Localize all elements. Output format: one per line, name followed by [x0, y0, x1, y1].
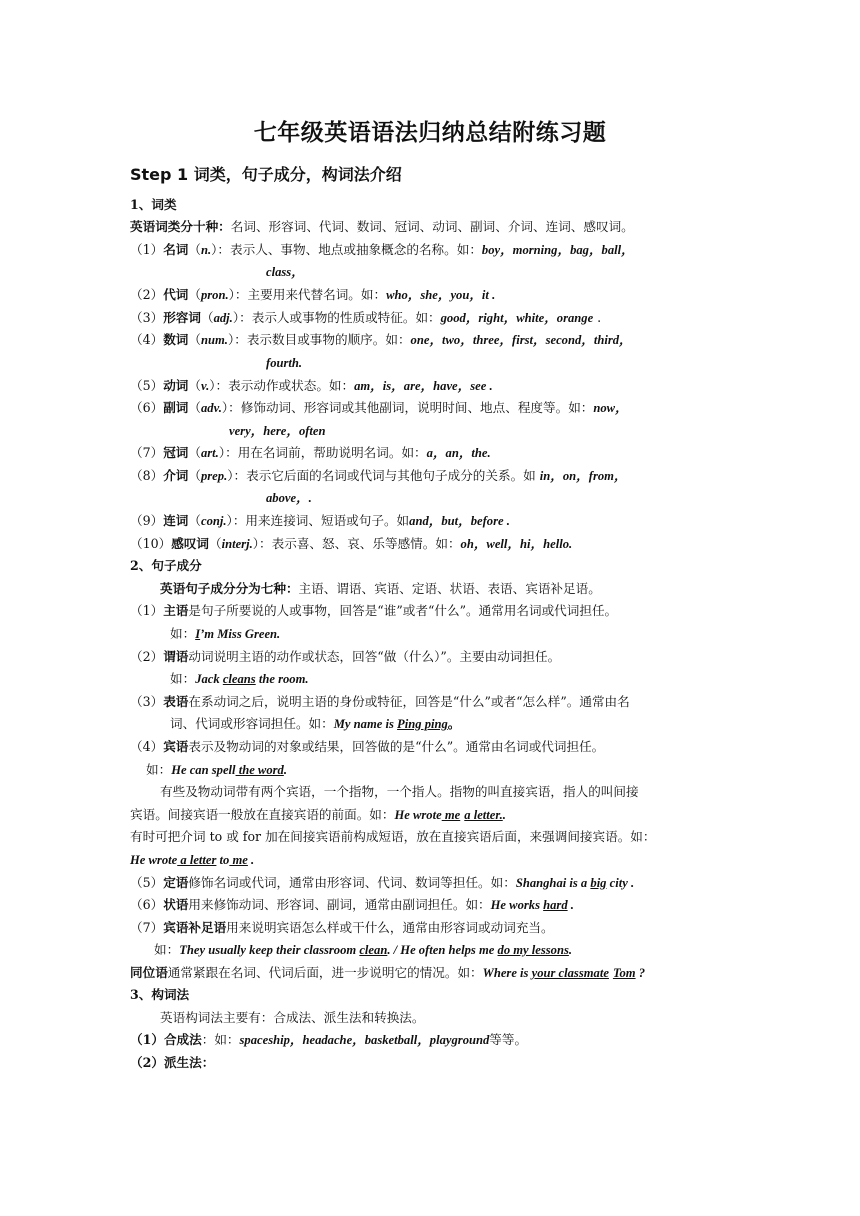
- item-abbr: n.: [200, 243, 212, 257]
- example-text: city .: [606, 876, 635, 890]
- item-number: （4）: [130, 332, 164, 347]
- item-number: （3）: [130, 694, 164, 709]
- item-desc: 表示人或事物的性质或特征。如：: [251, 310, 441, 325]
- example-label: ：如：: [201, 1032, 240, 1047]
- section-heading-word-classes: 1、词类: [130, 197, 177, 212]
- item-desc: 用来连接词、短语或句子。如: [245, 513, 410, 528]
- item-abbr: num.: [200, 333, 228, 347]
- underlined-word: cleans: [222, 672, 256, 686]
- section-heading-sentence-parts: 2、句子成分: [130, 558, 202, 573]
- subject-example: [170, 625, 280, 643]
- item-number: （5）: [130, 378, 164, 393]
- item-desc: 主要用来代替名词。如：: [247, 287, 387, 302]
- item-example: who，she，you，it .: [386, 288, 496, 302]
- example-text: He wrote: [394, 808, 442, 822]
- word-class-item: [130, 331, 632, 349]
- part-predicative: [130, 693, 630, 711]
- item-name: 数词: [163, 332, 189, 347]
- intro-label: 英语句子成分分为七种：: [160, 581, 299, 596]
- item-name: 冠词: [163, 445, 189, 460]
- item-name: 形容词: [163, 310, 201, 325]
- item-example: one，two，three，first，second，third，: [410, 333, 632, 347]
- example-label: 如：: [170, 671, 196, 686]
- item-name: 合成法: [163, 1032, 202, 1047]
- intro-text: 主语、谓语、宾语、定语、状语、表语、宾语补足语。: [298, 581, 601, 596]
- word-class-item: [130, 399, 628, 417]
- item-number: （10）: [130, 536, 172, 551]
- underlined-word: big: [590, 876, 607, 890]
- underlined-word: a letter.: [464, 808, 503, 822]
- complement-example: [154, 941, 572, 959]
- item-desc: 在系动词之后，说明主语的身份或特征，回答是“什么”或者“怎么样”。通常由名: [188, 694, 630, 709]
- item-number: （7）: [130, 445, 164, 460]
- word-class-item: [130, 241, 634, 259]
- item-name: 宾语补足语: [163, 920, 227, 935]
- item-example: good，right，white，orange: [440, 311, 594, 325]
- item-example-cont: above，.: [266, 491, 312, 505]
- item-number: （1）: [130, 1032, 164, 1047]
- paren: ）：: [227, 468, 247, 483]
- item-desc: 表示它后面的名词或代词与其他句子成分的关系。如: [246, 468, 540, 483]
- underlined-word: do my lessons: [497, 943, 569, 957]
- underlined-word: Ping ping: [397, 717, 448, 731]
- part-subject: [130, 602, 617, 620]
- item-name: 感叹词: [171, 536, 209, 551]
- word-class-item: [130, 286, 495, 304]
- item-number: （9）: [130, 513, 164, 528]
- item-name: 定语: [163, 875, 189, 890]
- underlined-word: me: [441, 808, 461, 822]
- item-abbr: interj.: [221, 537, 253, 551]
- page-title: 七年级英语语法归纳总结附练习题: [253, 120, 607, 146]
- example-text: . / He often helps me: [387, 943, 498, 957]
- example-label: 如：: [146, 762, 172, 777]
- item-example: am，is，are，have，see .: [354, 379, 493, 393]
- word-formation-intro: 英语构词法主要有：合成法、派生法和转换法。: [160, 1010, 425, 1025]
- example-text: 。: [447, 716, 461, 731]
- word-class-item: [130, 444, 491, 462]
- underlined-word: Tom: [612, 966, 636, 980]
- paren: （: [188, 445, 201, 460]
- double-object-text: 有些及物动词带有两个宾语，一个指物，一个指人。指物的叫直接宾语，指人的叫间接: [160, 784, 639, 799]
- item-number: （2）: [130, 649, 164, 664]
- word-class-item: [130, 309, 601, 327]
- item-example-cont: class，: [266, 265, 304, 279]
- item-number: （1）: [130, 603, 164, 618]
- example-text: .: [568, 943, 573, 957]
- word-classes-intro: [130, 218, 634, 236]
- derivation-line: （2）派生法：: [130, 1055, 215, 1070]
- predicative-example: [170, 715, 460, 733]
- part-adverbial: [130, 896, 574, 914]
- paren: （: [188, 242, 201, 257]
- item-example: boy，morning，bag，ball，: [481, 243, 634, 257]
- item-name: 连词: [163, 513, 189, 528]
- item-number: （2）: [130, 287, 164, 302]
- item-number: （6）: [130, 400, 164, 415]
- example-text: He can spell: [171, 763, 236, 777]
- item-name: 状语: [163, 897, 189, 912]
- example-text: He wrote: [130, 853, 178, 867]
- item-desc-cont: 词、代词或形容词担任。如：: [170, 716, 334, 731]
- underlined-word: a letter: [177, 853, 217, 867]
- item-name: 表语: [163, 694, 189, 709]
- example-label: 如：: [154, 942, 180, 957]
- paren: ）：: [226, 513, 246, 528]
- sentence-parts-intro: [160, 580, 601, 598]
- word-class-item: [130, 535, 572, 553]
- object-example: [146, 761, 287, 779]
- underlined-word: I: [195, 627, 201, 641]
- item-example-cont: very，here，often: [229, 424, 326, 438]
- paren: ）：: [252, 536, 272, 551]
- item-number: （6）: [130, 897, 164, 912]
- example-text: Shanghai is a: [515, 876, 591, 890]
- word-class-item: [130, 512, 510, 530]
- item-desc: 通常紧跟在名词、代词后面，进一步说明它的情况。如：: [167, 965, 483, 980]
- item-abbr: pron.: [200, 288, 229, 302]
- item-name: 介词: [163, 468, 189, 483]
- item-name: 主语: [163, 603, 189, 618]
- item-example: oh，well，hi，hello.: [460, 537, 573, 551]
- item-number: （3）: [130, 310, 164, 325]
- item-name: 代词: [163, 287, 189, 302]
- item-desc: 表示动作或状态。如：: [228, 378, 355, 393]
- example-text: ?: [635, 966, 646, 980]
- prep-object-text: 有时可把介词 to 或 for 加在间接宾语前构成短语，放在直接宾语后面，来强调间接宾语。如：: [130, 829, 656, 844]
- item-example: a，an，the.: [426, 446, 491, 460]
- underlined-word: the word: [235, 763, 284, 777]
- paren: ）：: [221, 400, 241, 415]
- item-number: （1）: [130, 242, 164, 257]
- example-text: spaceship，headache，basketball，playground: [239, 1033, 490, 1047]
- item-desc: 用来修饰动词、形容词、副词，通常由副词担任。如：: [188, 897, 491, 912]
- example-text: He works: [490, 898, 544, 912]
- item-name: 宾语: [163, 739, 189, 754]
- item-desc: 动词说明主语的动作或状态，回答“做（什么）”。主要由动词担任。: [188, 649, 561, 664]
- item-abbr: v.: [200, 379, 210, 393]
- example-text: .: [247, 853, 255, 867]
- part-attributive: [130, 874, 634, 892]
- word-class-item: [130, 467, 627, 485]
- paren: （: [188, 400, 201, 415]
- item-abbr: adv.: [200, 401, 222, 415]
- item-abbr: art.: [200, 446, 219, 460]
- paren: （: [188, 287, 201, 302]
- appositive-line: [130, 964, 645, 982]
- paragraph-text: 宾语。间接宾语一般放在直接宾语的前面。如：: [130, 807, 395, 822]
- item-name: 副词: [163, 400, 189, 415]
- example-text: .: [283, 763, 287, 777]
- item-abbr: adj.: [213, 311, 233, 325]
- item-desc: 表示及物动词的对象或结果，回答做的是“什么”。通常由名词或代词担任。: [188, 739, 605, 754]
- example-text: the room.: [255, 672, 309, 686]
- paren: ）：: [211, 242, 231, 257]
- example-text: to: [216, 853, 230, 867]
- underlined-word: me: [229, 853, 248, 867]
- paren: ）：: [227, 332, 247, 347]
- step-heading: Step 1 词类，句子成分，构词法介绍: [130, 165, 402, 184]
- item-number: （7）: [130, 920, 164, 935]
- predicate-example: [170, 670, 309, 688]
- paren: （: [188, 468, 201, 483]
- intro-text: 名词、形容词、代词、数词、冠词、动词、副词、介词、连词、感叹词。: [230, 219, 634, 234]
- example-text: ’m Miss Green.: [200, 627, 281, 641]
- example-text: .: [567, 898, 574, 912]
- item-abbr: prep.: [200, 469, 228, 483]
- paren: （: [188, 378, 201, 393]
- example-text: My name is: [333, 717, 398, 731]
- item-example: and，but，before .: [409, 514, 510, 528]
- underlined-word: clean: [359, 943, 388, 957]
- item-abbr: conj.: [200, 514, 227, 528]
- item-number: （8）: [130, 468, 164, 483]
- example-label: 如：: [170, 626, 196, 641]
- item-number: （4）: [130, 739, 164, 754]
- example-text: They usually keep their classroom: [179, 943, 360, 957]
- item-name: 同位语: [130, 965, 168, 980]
- compound-line: [130, 1031, 527, 1049]
- item-desc: 修饰动词、形容词或其他副词，说明时间、地点、程度等。如：: [240, 400, 594, 415]
- word-class-item: [130, 377, 493, 395]
- paren: ）：: [218, 445, 238, 460]
- item-example-cont: fourth.: [266, 356, 303, 370]
- underlined-word: your classmate: [531, 966, 609, 980]
- paren: （: [188, 513, 201, 528]
- paren: （: [188, 332, 201, 347]
- double-object-example: [130, 806, 506, 824]
- prep-object-example: [130, 851, 254, 869]
- item-tail: 等等。: [489, 1032, 528, 1047]
- item-desc: 修饰名词或代词，通常由形容词、代词、数词等担任。如：: [188, 875, 516, 890]
- item-desc: 表示喜、怒、哀、乐等感情。如：: [271, 536, 461, 551]
- paren: （: [200, 310, 214, 325]
- item-name: 名词: [163, 242, 189, 257]
- part-predicate: [130, 648, 560, 666]
- example-text: .: [502, 808, 506, 822]
- paren: ）：: [232, 310, 252, 325]
- item-tail: .: [593, 310, 602, 325]
- item-number: （5）: [130, 875, 164, 890]
- paren: （: [209, 536, 222, 551]
- paren: ）：: [228, 287, 248, 302]
- item-desc: 表示人、事物、地点或抽象概念的名称。如：: [230, 242, 482, 257]
- example-text: Jack: [195, 672, 223, 686]
- part-object: [130, 738, 604, 756]
- item-desc: 用在名词前，帮助说明名词。如：: [237, 445, 427, 460]
- example-text: Where is: [482, 966, 532, 980]
- intro-label: 英语词类分十种：: [130, 219, 231, 234]
- item-name: 谓语: [163, 649, 189, 664]
- item-desc: 是句子所要说的人或事物，回答是“谁”或者“什么”。通常用名词或代词担任。: [188, 603, 618, 618]
- section-heading-word-formation: 3、构词法: [130, 987, 190, 1002]
- item-name: 动词: [163, 378, 189, 393]
- item-desc: 用来说明宾语怎么样或干什么，通常由形容词或动词充当。: [226, 920, 554, 935]
- part-complement: [130, 919, 554, 937]
- underlined-word: hard: [543, 898, 568, 912]
- item-example: in，on，from，: [539, 469, 627, 483]
- item-example: now，: [593, 401, 628, 415]
- paren: ）：: [209, 378, 229, 393]
- item-desc: 表示数目或事物的顺序。如：: [246, 332, 411, 347]
